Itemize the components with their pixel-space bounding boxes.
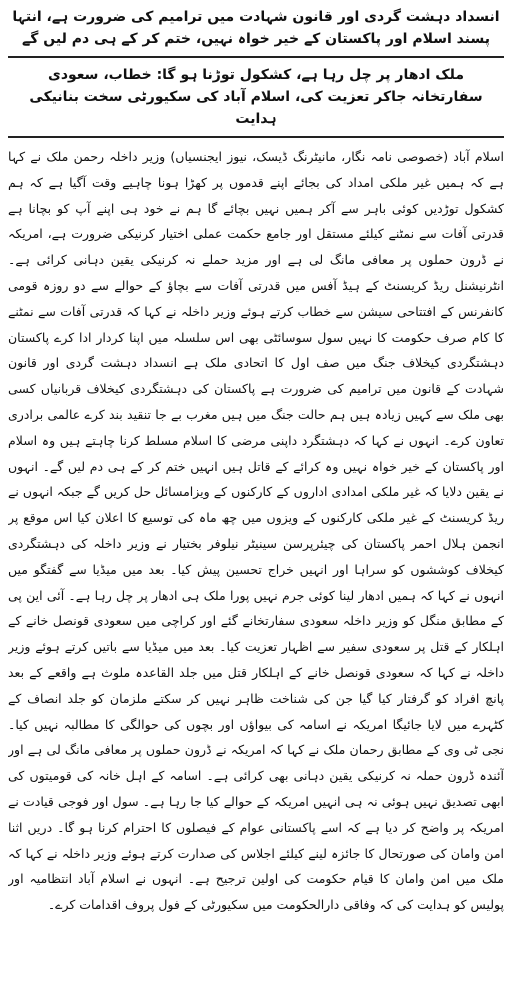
article-body: اسلام آباد (خصوصی نامہ نگار، مانیٹرنگ ڈیسک، نیوز ایجنسیاں) وزیر داخلہ رحمن ملک نے کہا ہے کہ ہمیں غیر ملکی امداد کی بجائے اپنے قدموں پر کھڑا ہونا چاہیے وقت آگیا ہے کہ ہم کشکول توڑدیں کوئی باہر سے آکر ہمیں نہیں بچائے گا ہم نے خود ہی اپنے آپ کو بچانا ہے قدرتی آفات سے نمٹنے کیلئے مستقل اور جامع حکمت عملی اختیار کرنیکی ضرورت ہے، امریکہ نے ڈرون حملوں پر معافی مانگ لی ہے اور مزید حملے نہ کرنیکی یقین دہانی کرائی ہے۔ انٹرنیشنل ریڈ کریسنٹ کے ہیڈ آفس میں قدرتی آفات سے بچاؤ کے حوالے سے دو روزہ قومی کانفرنس کے افتتاحی سیشن سے خطاب کرتے ہوئے وزیر داخلہ نے کہا کہ قدرتی آفات سے نمٹنے کا کام صرف حکومت کا نہیں سول سوسائٹی بھی اس سلسلہ میں اپنا کردار ادا کرے پاکستان دہشتگردی کیخلاف جنگ میں صف اول کا اتحادی ملک ہے انسداد دہشت گردی اور قانون شہادت کے قانون میں ترامیم کی ضرورت ہے پاکستان کی دہشتگردی کیخلاف قربانیاں کسی بھی ملک سے کہیں زیادہ ہیں ہم حالت جنگ میں ہیں مغرب بے جا تنقید بند کرے عالمی برادری تعاون کرے۔ انہوں نے کہا کہ دہشتگرد داپنی مرضی کا اسلام مسلط کرنا چاہتے ہیں وہ اسلام اور پاکستان کے خیر خواہ نہیں وہ کرائے کے قاتل ہیں انہیں ختم کر کے ہی دم لیں گے۔ انہوں نے یقین دلایا کہ غیر ملکی امدادی اداروں کے کارکنوں کے ویزامسائل حل کریں گے جبکہ انہوں نے ریڈ کریسنٹ کے غیر ملکی کارکنوں کے ویزوں میں چھ ماہ کی توسیع کا اعلان کیا اس موقع پر انجمن ہلال احمر پاکستان کی چیئرپرسن سینیٹر نیلوفر بختیار نے وزیر داخلہ کی دہشتگردی کیخلاف کوششوں کو سراہا اور انہیں خراج تحسین پیش کیا۔ بعد میں میڈیا سے گفتگو میں انہوں نے کہا کہ ہمیں ادھار لینا کوئی جرم نہیں پورا ملک ہی ادھار پر چل رہا ہے۔ آئی این پی کے مطابق منگل کو وزیر داخلہ سعودی سفارتخانے گئے اور کراچی میں سعودی قونصل خانے کے اہلکار کے قتل پر سعودی سفیر سے اظہار تعزیت کیا۔ بعد میں میڈیا سے باتیں کرتے ہوئے وزیر داخلہ نے کہا کہ سعودی قونصل خانے کے اہلکار قتل میں جلد القاعدہ ملوث ہے واقعے کے بعد پانچ افراد کو گرفتار کیا گیا جن کی شناخت ظاہر نہیں کر سکتے ملزمان کو جلد انصاف کے کٹہرے میں لایا جائیگا امریکہ نے اسامہ کی بیواؤں اور بچوں کی حوالگی کا مطالبہ نہیں کیا۔ نجی ٹی وی کے مطابق رحمان ملک نے کہا کہ امریکہ نے ڈرون حملوں پر معافی مانگ لی ہے اور آئندہ ڈرون حملہ نہ کرنیکی یقین دہانی بھی کرائی ہے۔ اسامہ کے اہل خانہ کی قومیتوں کی ابھی تصدیق نہیں ہوئی نہ ہی انہیں امریکہ کے حوالے کیا جا رہا ہے۔ سول اور فوجی قیادت نے امریکہ پر واضح کر دیا ہے کہ اسے پاکستانی عوام کے فیصلوں کا احترام کرنا ہو گا۔ دریں اثنا امن وامان کی صورتحال کا جائزہ لینے کیلئے اجلاس کی صدارت کرتے ہوئے وزیر داخلہ نے کہا کہ ملک میں امن وامان کا قیام حکومت کی اولین ترجیح ہے۔ انہوں نے اسلام آباد انتظامیہ اور پولیس کو ہدایت کی کہ وفاقی دارالحکومت میں سکیورٹی کے فول پروف اقدامات کرے۔ [8, 149, 504, 913]
headline-divider [8, 56, 504, 58]
body-divider [8, 136, 504, 138]
sub-headline: ملک ادھار پر چل رہا ہے، کشکول توڑنا ہو گا: خطاب، سعودی سفارتخانہ جاکر تعزیت کی، اسلام آباد کی سکیورٹی سخت بنانیکی ہدایت [29, 67, 483, 127]
main-headline: انسداد دہشت گردی اور قانون شہادت میں ترامیم کی ضرورت ہے، انتہا پسند اسلام اور پاکستان کے خیر خواہ نہیں، ختم کر کے ہی دم لیں گے [12, 9, 500, 47]
